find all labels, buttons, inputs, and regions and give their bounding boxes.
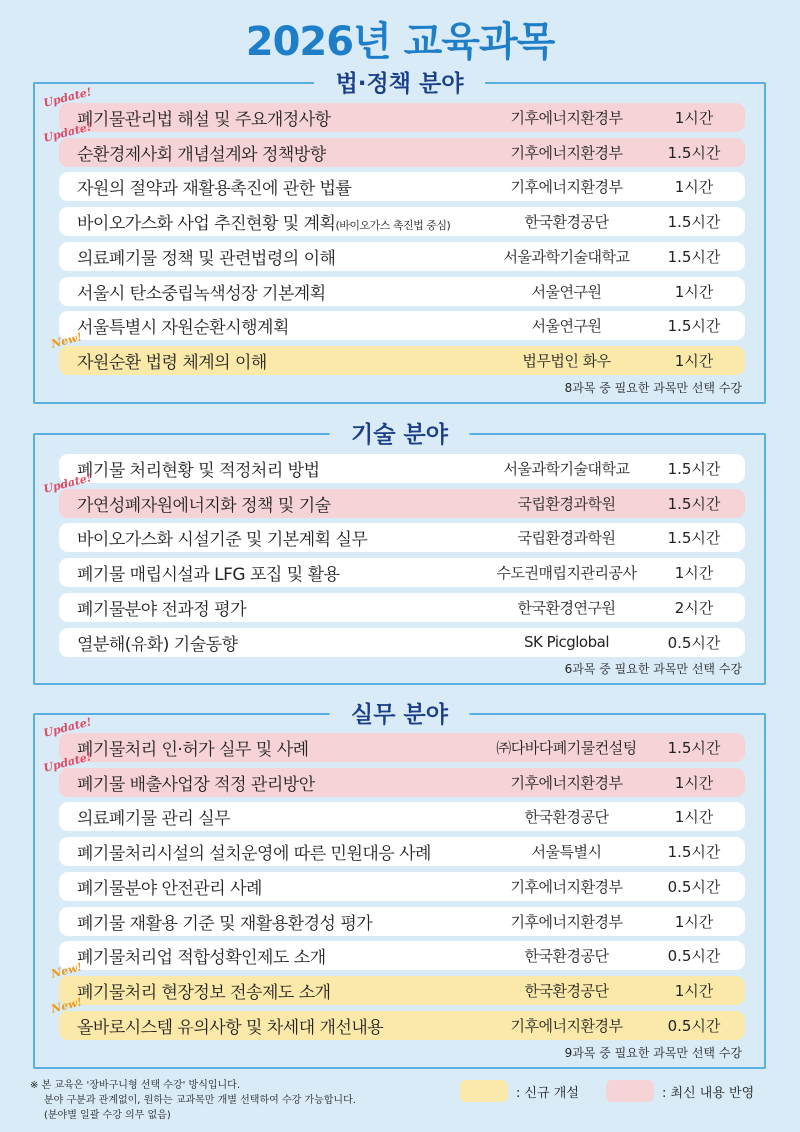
course-hours: 1.5시간 — [667, 460, 721, 478]
course-title-cell — [77, 943, 326, 968]
update-badge: Update! — [42, 85, 93, 110]
course-title: 서울특별시 자원순환시행계획 — [77, 318, 289, 339]
page-title: 2026년 교육과목 — [245, 19, 555, 65]
course-hours: 1시간 — [674, 564, 714, 583]
course-hours: 0.5시간 — [667, 877, 721, 896]
course-title: 폐기물처리 현장정보 전송제도 소개 — [77, 982, 331, 1003]
course-row — [59, 523, 745, 552]
course-row — [49, 994, 745, 1040]
course-row — [59, 941, 745, 970]
course-title-cell — [77, 770, 315, 795]
course-title: 자원의 절약과 재활용촉진에 관한 법률 — [77, 179, 352, 200]
footer-line-1: ※ 본 교육은 '장바구니형 선택 수강' 방식입니다. — [30, 1080, 241, 1091]
course-title: 가연성폐자원에너지화 정책 및 기술 — [77, 495, 331, 516]
course-row — [42, 85, 745, 132]
course-organization: 기후에너지환경부 — [510, 877, 623, 896]
course-organization: SK Picglobal — [523, 633, 609, 651]
course-title: 폐기물분야 전과정 평가 — [77, 599, 247, 620]
section-title: 기술 분야 — [329, 416, 470, 449]
course-hours: 1시간 — [674, 981, 714, 1000]
course-hours: 1.5시간 — [667, 739, 721, 757]
section-note: 6과목 중 필요한 과목만 선택 수강 — [564, 662, 742, 676]
course-row — [59, 311, 745, 340]
course-title-cell — [77, 140, 326, 165]
course-row — [59, 454, 745, 483]
course-title: 폐기물 매립시설과 LFG 포집 및 활용 — [77, 565, 340, 586]
course-organization: ㈜다바다폐기물컨설팅 — [496, 739, 637, 757]
course-title-cell — [77, 348, 267, 373]
course-title: 폐기물 배출사업장 적정 관리방안 — [77, 774, 315, 795]
course-row — [59, 802, 745, 831]
course-hours: 1.5시간 — [667, 317, 721, 336]
course-hours: 1.5시간 — [667, 843, 721, 862]
section-practice — [33, 702, 766, 1069]
course-hours: 1.5시간 — [667, 213, 721, 232]
course-organization: 한국환경연구원 — [517, 598, 616, 617]
course-subtitle: (바이오가스 촉진법 중심) — [335, 219, 451, 233]
course-organization: 기후에너지환경부 — [510, 178, 623, 197]
course-title: 폐기물처리 인·허가 실무 및 사례 — [77, 740, 309, 760]
course-hours: 0.5시간 — [667, 947, 721, 966]
course-title-cell — [77, 1013, 383, 1038]
course-row — [49, 330, 745, 375]
section-note: 9과목 중 필요한 과목만 선택 수강 — [564, 1046, 742, 1060]
course-organization: 기후에너지환경부 — [510, 143, 623, 162]
course-row — [59, 837, 745, 866]
course-row — [59, 172, 745, 201]
course-hours: 1.5시간 — [667, 529, 721, 548]
course-title-cell — [77, 209, 450, 234]
course-organization: 서울연구원 — [531, 317, 602, 336]
course-organization: 수도권매립지관리공사 — [496, 564, 637, 583]
course-title-cell — [77, 525, 367, 550]
course-organization: 국립환경과학원 — [517, 494, 616, 513]
course-hours: 1시간 — [674, 912, 714, 931]
course-hours: 0.5시간 — [667, 1016, 721, 1035]
footer-line-3: (분야별 일괄 수강 의무 없음) — [44, 1110, 171, 1121]
new-badge: New! — [49, 960, 84, 981]
course-title-cell — [77, 595, 246, 620]
course-title: 바이오가스화 사업 추진현황 및 계획 — [77, 214, 336, 235]
course-hours: 1시간 — [674, 178, 714, 197]
course-title: 바이오가스화 시설기준 및 기본계획 실무 — [77, 530, 368, 551]
course-title: 의료폐기물 관리 실무 — [77, 809, 231, 830]
course-organization: 한국환경공단 — [524, 808, 609, 827]
course-title-cell — [77, 456, 320, 481]
section-note: 8과목 중 필요한 과목만 선택 수강 — [564, 381, 742, 395]
footer-note — [30, 1078, 356, 1123]
course-title: 폐기물처리시설의 설치운영에 따른 민원대응 사례 — [77, 844, 431, 865]
course-title: 폐기물 처리현황 및 적정처리 방법 — [77, 461, 320, 481]
legend-new-swatch — [460, 1080, 508, 1102]
course-hours: 1시간 — [674, 282, 714, 301]
new-badge: New! — [49, 994, 84, 1016]
course-hours: 2시간 — [674, 598, 714, 617]
course-title: 자원순환 법령 체계의 이해 — [77, 352, 267, 373]
legend-new — [460, 1080, 579, 1102]
course-organization: 국립환경과학원 — [517, 529, 616, 548]
course-title: 폐기물관리법 해설 및 주요개정사항 — [77, 110, 331, 130]
course-organization: 서울연구원 — [531, 282, 602, 301]
section-title: 실무 분야 — [329, 696, 470, 729]
legend-update — [606, 1080, 754, 1102]
course-hours: 1.5시간 — [667, 247, 721, 266]
course-row — [59, 872, 745, 901]
update-badge: Update! — [42, 470, 93, 496]
course-title-cell — [77, 313, 289, 338]
course-organization: 기후에너지환경부 — [510, 1016, 623, 1035]
course-title: 순환경제사회 개념설계와 정책방향 — [77, 144, 326, 165]
course-hours: 0.5시간 — [667, 633, 721, 652]
course-hours: 1시간 — [674, 773, 714, 792]
footer-line-2: 분야 구분과 관계없이, 원하는 교과목만 개별 선택하여 수강 가능합니다. — [44, 1095, 356, 1106]
course-title: 폐기물처리업 적합성확인제도 소개 — [77, 948, 326, 969]
course-title: 열분해(유화) 기술동향 — [77, 634, 238, 655]
course-row — [59, 593, 745, 622]
course-title-cell — [77, 279, 326, 304]
course-title-cell — [77, 630, 237, 655]
course-organization: 기후에너지환경부 — [510, 109, 623, 127]
course-organization: 한국환경공단 — [524, 213, 609, 232]
course-row — [59, 628, 745, 657]
update-badge: Update! — [42, 715, 93, 740]
legend-update-swatch — [606, 1080, 654, 1102]
course-hours: 1시간 — [674, 109, 714, 127]
course-title-cell — [77, 491, 331, 516]
update-badge: Update! — [42, 749, 93, 775]
course-row — [59, 207, 745, 236]
section-policy — [33, 71, 766, 404]
course-title-cell — [77, 560, 339, 585]
course-organization: 법무법인 화우 — [522, 351, 611, 370]
course-hours: 1시간 — [674, 351, 714, 370]
course-title: 의료폐기물 정책 및 관련법령의 이해 — [77, 248, 336, 269]
course-title: 서울시 탄소중립녹색성장 기본계획 — [77, 283, 326, 304]
course-hours: 1.5시간 — [667, 143, 721, 162]
course-title-cell — [77, 804, 230, 829]
update-badge: Update! — [42, 119, 93, 145]
course-title: 폐기물분야 안전관리 사례 — [77, 878, 262, 899]
course-row — [59, 277, 745, 306]
course-title-cell — [77, 105, 331, 130]
section-technology — [33, 422, 766, 685]
course-organization: 서울과학기술대학교 — [503, 247, 630, 266]
course-organization: 한국환경공단 — [524, 981, 609, 1000]
course-title-cell — [77, 174, 351, 199]
course-row — [49, 960, 745, 1005]
course-row — [59, 242, 745, 271]
course-row — [59, 558, 745, 587]
course-title: 올바로시스템 유의사항 및 차세대 개선내용 — [77, 1017, 384, 1038]
course-hours: 1시간 — [674, 808, 714, 827]
legend-update-label: : 최신 내용 반영 — [662, 1085, 755, 1101]
course-hours: 1.5시간 — [667, 494, 721, 513]
course-organization: 기후에너지환경부 — [510, 912, 623, 931]
course-title-cell — [77, 909, 372, 934]
legend-new-label: : 신규 개설 — [516, 1085, 579, 1101]
course-title-cell — [77, 735, 309, 760]
new-badge: New! — [49, 330, 84, 351]
course-title-cell — [77, 839, 431, 864]
course-title-cell — [77, 874, 262, 899]
course-organization: 한국환경공단 — [524, 947, 609, 966]
course-organization: 서울특별시 — [531, 843, 602, 862]
course-row — [59, 907, 745, 936]
course-title-cell — [77, 244, 335, 269]
course-organization: 기후에너지환경부 — [510, 773, 623, 792]
course-title-cell — [77, 978, 331, 1003]
course-organization: 서울과학기술대학교 — [503, 460, 630, 478]
course-title: 폐기물 재활용 기준 및 재활용환경성 평가 — [77, 913, 373, 934]
section-title: 법·정책 분야 — [314, 65, 486, 98]
